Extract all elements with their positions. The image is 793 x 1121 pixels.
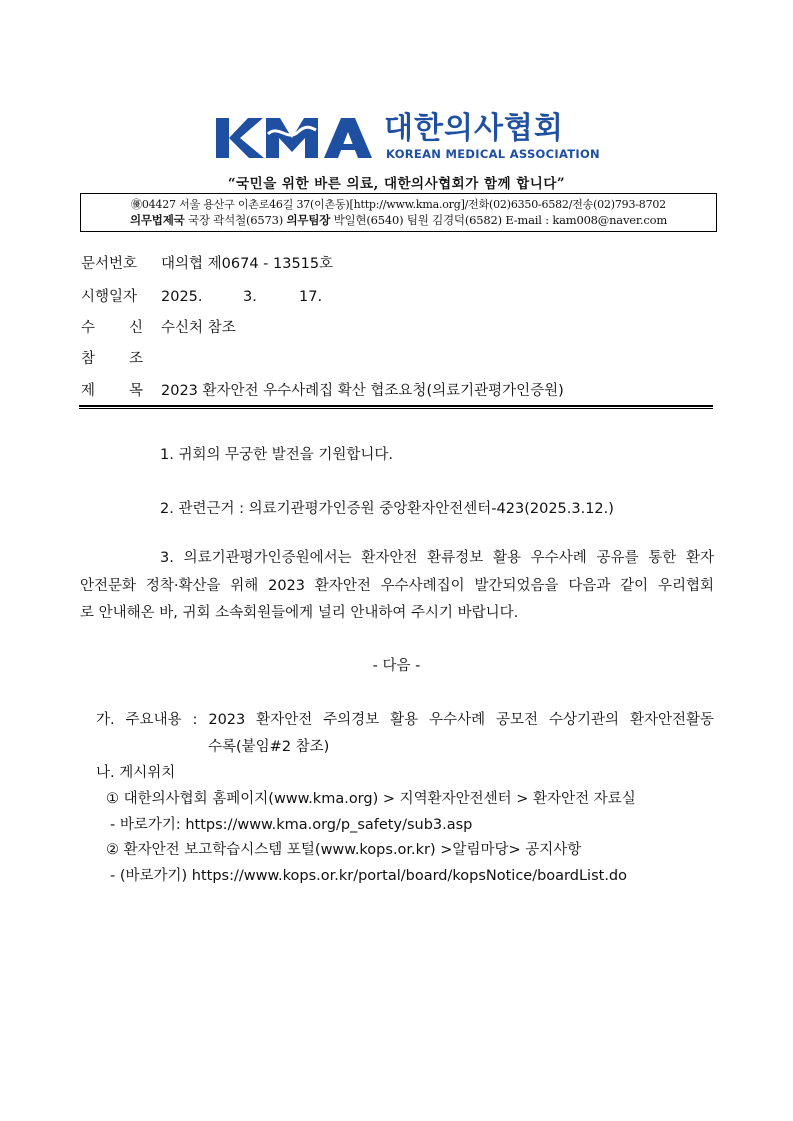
org-name-english: KOREAN MEDICAL ASSOCIATION bbox=[386, 147, 600, 161]
reference-label-b: 조 bbox=[128, 351, 143, 367]
staff-line bbox=[81, 212, 716, 228]
subject-row bbox=[81, 379, 564, 400]
next-heading: - 다음 - bbox=[372, 658, 421, 674]
recipient-row bbox=[81, 316, 236, 337]
kma-logo bbox=[216, 112, 378, 164]
paragraph-3-line-2: 안전문화 정착·확산을 위해 2023 환자안전 우수사례집이 발간되었음을 다음과 같이 우리협회 bbox=[80, 578, 714, 594]
item-b: 나. 게시위치 bbox=[96, 765, 176, 781]
doc-number-label: 문서번호 bbox=[81, 256, 138, 272]
doc-number-row bbox=[81, 252, 333, 273]
org-name-korean: 대한의사협회 bbox=[384, 111, 564, 146]
dept1-staff: 국장 곽석철(6573) bbox=[187, 213, 284, 227]
paragraph-1: 1. 귀회의 무궁한 발전을 기원합니다. bbox=[160, 447, 393, 463]
paragraph-2: 2. 관련근거 : 의료기관평가인증원 중앙환자안전센터-423(2025.3.12.) bbox=[160, 501, 614, 517]
dept2-staff: 박일현(6540) 팀원 김경덕(6582) E-mail : kam008@naver.com bbox=[333, 213, 668, 227]
date-label: 시행일자 bbox=[81, 289, 138, 305]
location-2-link[interactable]: - (바로가기) https://www.kops.or.kr/portal/board/kopsNotice/boardList.do bbox=[110, 868, 627, 884]
dept2-label: 의무팀장 bbox=[286, 213, 331, 227]
doc-number: 대의협 제0674 - 13515호 bbox=[161, 256, 334, 272]
address-line: ㊝04427 서울 용산구 이촌로46길 37(이촌동)[http://www.kma.org]/전화(02)6350-6582/전송(02)793-8702 bbox=[131, 198, 666, 211]
date-year: 2025. bbox=[161, 289, 203, 305]
location-1-link[interactable]: - 바로가기: https://www.kma.org/p_safety/sub3.asp bbox=[110, 817, 473, 833]
item-a-line-1: 가. 주요내용 : 2023 환자안전 주의경보 활용 우수사례 공모전 수상기관의 환자안전활동 bbox=[96, 712, 714, 728]
dept1-label: 의무법제국 bbox=[129, 213, 185, 227]
reference-label-a: 참 bbox=[81, 351, 96, 367]
header-divider-thin bbox=[79, 408, 713, 409]
paragraph-3-line-1: 3. 의료기관평가인증원에서는 환자안전 환류정보 활용 우수사례 공유를 통한 환자 bbox=[160, 550, 714, 566]
date-month: 3. bbox=[243, 289, 257, 305]
location-1: ① 대한의사협회 홈페이지(www.kma.org) > 지역환자안전센터 > 환자안전 자료실 bbox=[106, 791, 636, 807]
recipient: 수신처 참조 bbox=[161, 320, 236, 336]
location-2: ② 환자안전 보고학습시스템 포털(www.kops.or.kr) >알림마당> 공지사항 bbox=[106, 842, 582, 858]
recipient-label-b: 신 bbox=[128, 320, 143, 336]
subject-label-b: 목 bbox=[128, 383, 143, 399]
date-row bbox=[81, 285, 322, 306]
contact-box bbox=[80, 193, 717, 232]
reference-row bbox=[81, 347, 161, 368]
slogan: “국민을 위한 바른 의료, 대한의사협회가 함께 합니다” bbox=[227, 176, 566, 192]
subject-label-a: 제 bbox=[81, 383, 96, 399]
paragraph-3-line-3: 로 안내해온 바, 귀회 소속회원들에게 널리 안내하여 주시기 바랍니다. bbox=[80, 605, 519, 621]
item-a-line-2: 수록(붙임#2 참조) bbox=[208, 739, 330, 755]
subject: 2023 환자안전 우수사례집 확산 협조요청(의료기관평가인증원) bbox=[161, 383, 564, 399]
date-day: 17. bbox=[299, 289, 323, 305]
recipient-label-a: 수 bbox=[81, 320, 96, 336]
header-divider-thick bbox=[79, 405, 713, 407]
